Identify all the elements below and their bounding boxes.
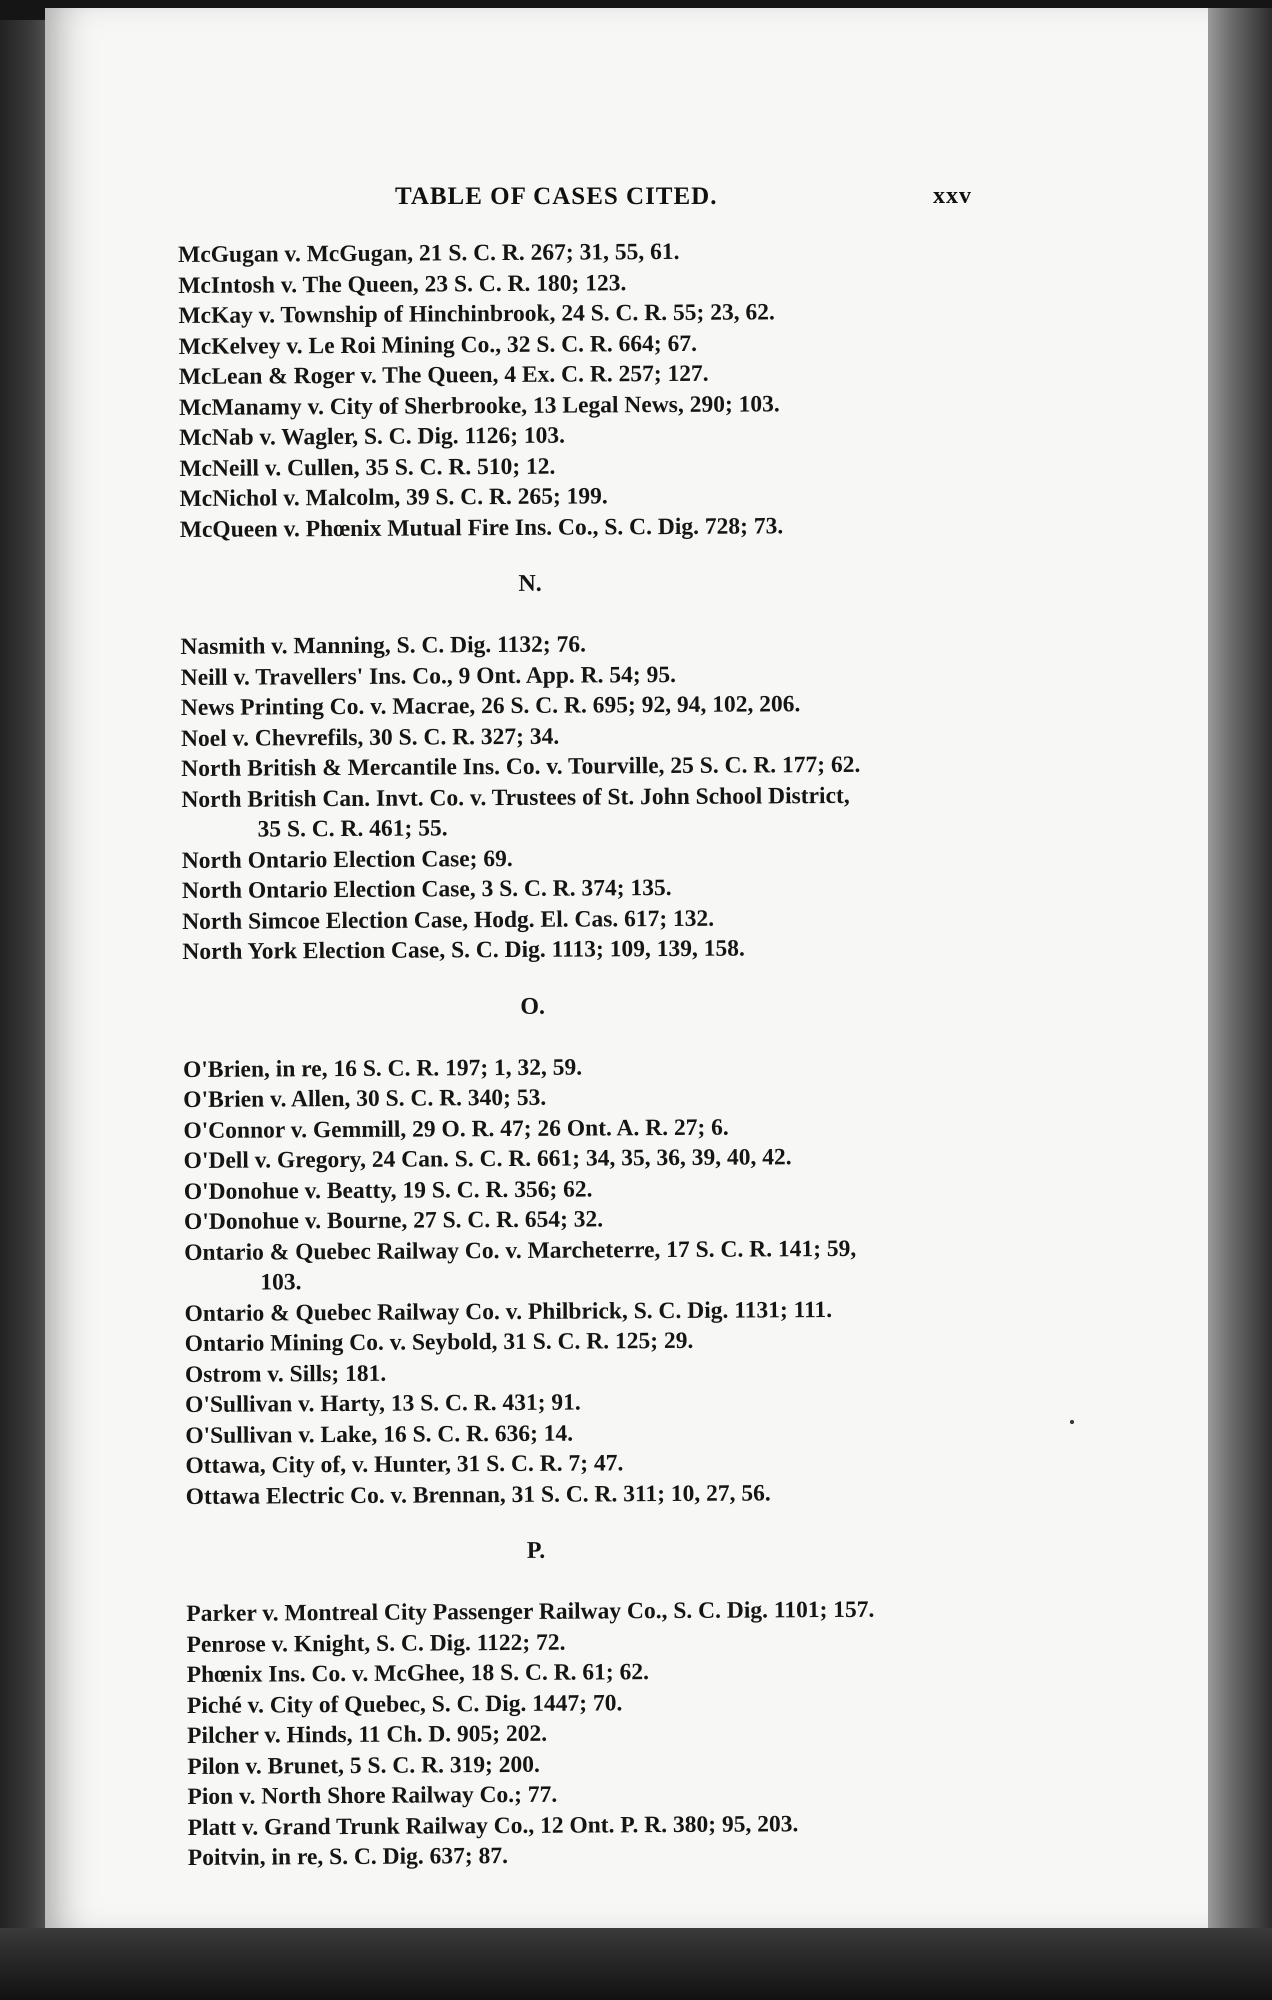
- case-entry: North York Election Case, S. C. Dig. 1113; 109, 139, 158.: [182, 935, 745, 965]
- ink-speck: [1070, 1420, 1074, 1424]
- case-entry: Ottawa, City of, v. Hunter, 31 S. C. R. 7; 47.: [185, 1450, 624, 1479]
- case-entry: Phœnix Ins. Co. v. McGhee, 18 S. C. R. 61; 62.: [186, 1659, 650, 1688]
- case-entry: McNeill v. Cullen, 35 S. C. R. 510; 12.: [179, 453, 556, 482]
- case-entry: Parker v. Montreal City Passenger Railway Co., S. C. Dig. 1101; 157.: [186, 1596, 875, 1627]
- page-title: TABLE OF CASES CITED.: [395, 183, 718, 210]
- case-entry: McNichol v. Malcolm, 39 S. C. R. 265; 199.: [179, 483, 608, 512]
- case-entry: McNab v. Wagler, S. C. Dig. 1126; 103.: [179, 422, 566, 451]
- case-entry: North British & Mercantile Ins. Co. v. Tourville, 25 S. C. R. 177; 62.: [181, 751, 861, 782]
- case-entry: Ottawa Electric Co. v. Brennan, 31 S. C. R. 311; 10, 27, 56.: [185, 1479, 771, 1510]
- case-entry-continuation: 103.: [260, 1269, 302, 1296]
- section-letter: O.: [520, 993, 546, 1020]
- case-entry: Ostrom v. Sills; 181.: [184, 1360, 387, 1388]
- case-entry: Piché v. City of Quebec, S. C. Dig. 1447; 70.: [186, 1689, 623, 1719]
- case-entry: O'Brien v. Allen, 30 S. C. R. 340; 53.: [183, 1084, 547, 1113]
- case-entry: Penrose v. Knight, S. C. Dig. 1122; 72.: [186, 1629, 566, 1658]
- case-entry: North Ontario Election Case, 3 S. C. R. 374; 135.: [181, 874, 672, 904]
- section-letter: N.: [518, 570, 542, 597]
- case-entry: North Simcoe Election Case, Hodg. El. Cas. 617; 132.: [182, 905, 715, 935]
- scan-border-bottom: [0, 1928, 1272, 2000]
- case-entry: O'Donohue v. Bourne, 27 S. C. R. 654; 32.: [183, 1206, 604, 1235]
- case-entry: Pilon v. Brunet, 5 S. C. R. 319; 200.: [187, 1751, 540, 1780]
- page-edge-shadow: [1208, 8, 1272, 1938]
- case-entry: McManamy v. City of Sherbrooke, 13 Legal News, 290; 103.: [178, 390, 780, 421]
- case-entry: Ontario & Quebec Railway Co. v. Marcheterre, 17 S. C. R. 141; 59,: [184, 1235, 857, 1266]
- page-number: xxv: [933, 183, 972, 209]
- case-entry: Pion v. North Shore Railway Co.; 77.: [187, 1781, 558, 1810]
- case-entry: O'Brien, in re, 16 S. C. R. 197; 1, 32, 59.: [182, 1054, 583, 1083]
- case-entry: McKay v. Township of Hinchinbrook, 24 S. C. R. 55; 23, 62.: [178, 299, 775, 329]
- case-entry: Poitvin, in re, S. C. Dig. 637; 87.: [187, 1843, 509, 1871]
- case-entry: Ontario Mining Co. v. Seybold, 31 S. C. R. 125; 29.: [184, 1327, 694, 1357]
- scan-border-left: [0, 20, 50, 2000]
- case-entry-continuation: 35 S. C. R. 461; 55.: [257, 815, 448, 843]
- case-entry: O'Donohue v. Beatty, 19 S. C. R. 356; 62.: [183, 1175, 593, 1205]
- case-entry: O'Sullivan v. Lake, 16 S. C. R. 636; 14.: [185, 1420, 574, 1449]
- case-entry: Noel v. Chevrefils, 30 S. C. R. 327; 34.: [180, 723, 560, 752]
- case-entry: McGugan v. McGugan, 21 S. C. R. 267; 31, 55, 61.: [178, 238, 680, 268]
- case-entry: McIntosh v. The Queen, 23 S. C. R. 180; 123.: [178, 269, 627, 299]
- case-entry: O'Dell v. Gregory, 24 Can. S. C. R. 661; 34, 35, 36, 39, 40, 42.: [183, 1144, 792, 1174]
- section-letter: P.: [526, 1537, 546, 1564]
- case-entry: McLean & Roger v. The Queen, 4 Ex. C. R. 257; 127.: [178, 360, 709, 390]
- case-entry: Nasmith v. Manning, S. C. Dig. 1132; 76.: [180, 631, 586, 660]
- case-entry: North British Can. Invt. Co. v. Trustees of St. John School District,: [181, 782, 850, 813]
- case-entry: McKelvey v. Le Roi Mining Co., 32 S. C. R. 664; 67.: [178, 330, 698, 360]
- running-header: [395, 183, 995, 213]
- case-entry: McQueen v. Phœnix Mutual Fire Ins. Co., S. C. Dig. 728; 73.: [179, 512, 784, 543]
- case-entry: Neill v. Travellers' Ins. Co., 9 Ont. App. R. 54; 95.: [180, 661, 677, 691]
- case-entry: Ontario & Quebec Railway Co. v. Philbrick, S. C. Dig. 1131; 111.: [184, 1296, 833, 1327]
- case-entry: News Printing Co. v. Macrae, 26 S. C. R. 695; 92, 94, 102, 206.: [180, 691, 801, 721]
- case-entry: Pilcher v. Hinds, 11 Ch. D. 905; 202.: [187, 1720, 548, 1749]
- case-list: [178, 235, 1068, 1874]
- case-entry: North Ontario Election Case; 69.: [181, 845, 513, 874]
- case-entry: O'Connor v. Gemmill, 29 O. R. 47; 26 Ont. A. R. 27; 6.: [183, 1114, 729, 1144]
- case-entry: O'Sullivan v. Harty, 13 S. C. R. 431; 91.: [185, 1389, 581, 1418]
- case-entry: Platt v. Grand Trunk Railway Co., 12 Ont. P. R. 380; 95, 203.: [187, 1810, 799, 1841]
